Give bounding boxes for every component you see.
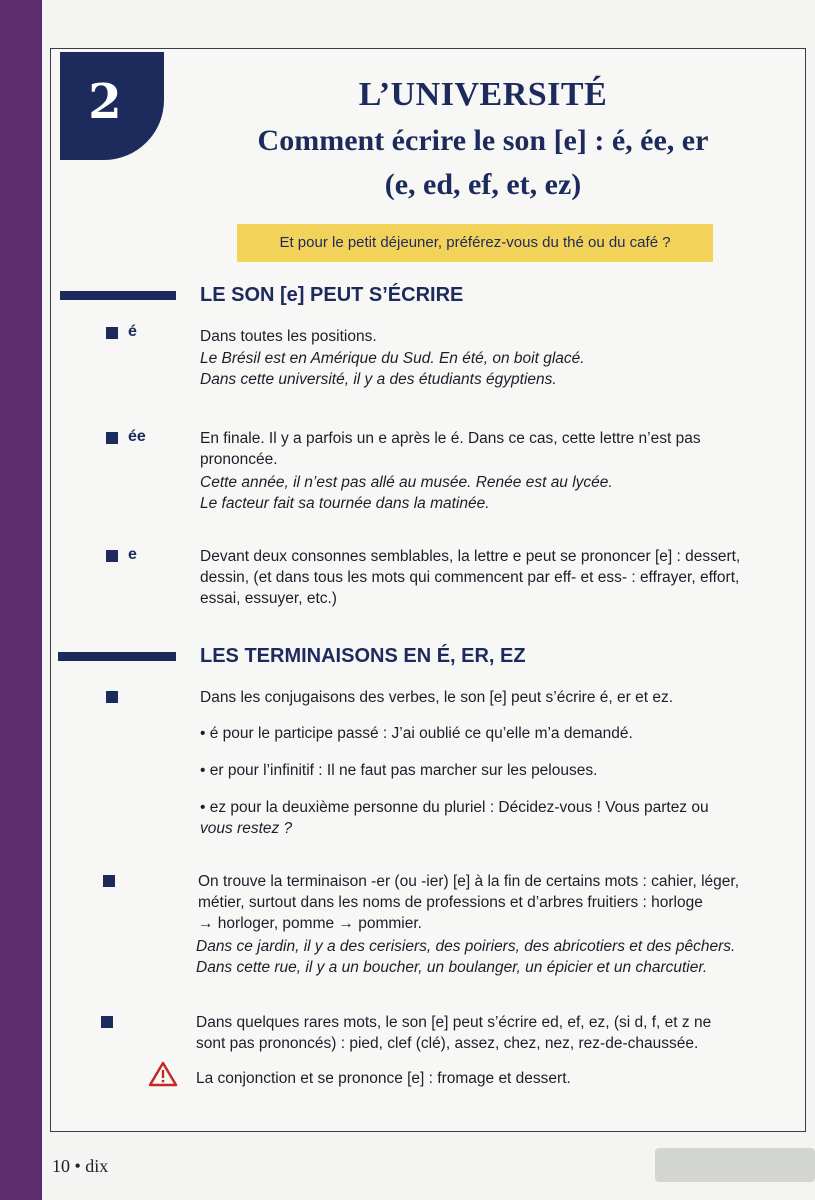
item2-example1: Cette année, il n’est pas allé au musée. Renée est au lycée. <box>200 474 613 491</box>
chapter-subtitle-line1: Comment écrire le son [e] : é, ée, er <box>257 124 709 157</box>
para2-example1: Dans ce jardin, il y a des cerisiers, des poiriers, des abricotiers et des pêchers. <box>196 938 736 955</box>
item3-text-line1: Devant deux consonnes semblables, la lettre e peut se prononcer [e] : dessert, <box>200 548 741 565</box>
bullet-pluriel-line2: vous restez ? <box>200 820 293 837</box>
bullet-infinitif: • er pour l’infinitif : Il ne faut pas marcher sur les pelouses. <box>200 762 598 779</box>
item-square-marker <box>106 550 118 562</box>
item-label-e-acute: é <box>128 323 137 340</box>
chapter-subtitle-line2: (e, ed, ef, et, ez) <box>384 168 582 201</box>
item1-example1: Le Brésil est en Amérique du Sud. En été, on boit glacé. <box>200 350 585 367</box>
item2-example2: Le facteur fait sa tournée dans la matinée. <box>200 495 490 512</box>
chapter-number: 2 <box>88 74 122 130</box>
section1-rule <box>60 291 176 300</box>
bullet-participe: • é pour le participe passé : J’ai oublié ce qu’elle m’a demandé. <box>200 725 633 742</box>
para2-line3: → horloger, pomme → pommier. <box>198 915 422 932</box>
item-label-e: e <box>128 546 137 563</box>
purple-edge-bar <box>0 0 42 1200</box>
section1-heading: LE SON [e] PEUT S’ÉCRIRE <box>200 284 464 306</box>
section2-intro: Dans les conjugaisons des verbes, le son [e] peut s’écrire é, er et ez. <box>200 689 673 706</box>
item-square-marker <box>103 875 115 887</box>
item3-text-line3: essai, essuyer, etc.) <box>200 590 337 607</box>
item-square-marker <box>106 432 118 444</box>
item-square-marker <box>106 327 118 339</box>
para3-line2: sont pas prononcés) : pied, clef (clé), assez, chez, nez, rez-de-chaussée. <box>196 1035 699 1052</box>
warning-text: La conjonction et se prononce [e] : fromage et dessert. <box>196 1070 571 1087</box>
para3-line1: Dans quelques rares mots, le son [e] peut s’écrire ed, ef, ez, (si d, f, et z ne <box>196 1014 712 1031</box>
item2-text-line1: En finale. Il y a parfois un e après le é. Dans ce cas, cette lettre n’est pas <box>200 430 701 447</box>
section2-heading: LES TERMINAISONS EN É, ER, EZ <box>200 645 526 667</box>
section2-rule <box>58 652 176 661</box>
bullet-pluriel-line1: • ez pour la deuxième personne du pluriel : Décidez-vous ! Vous partez ou <box>200 799 709 816</box>
item-square-marker <box>106 691 118 703</box>
para2-line1: On trouve la terminaison -er (ou -ier) [e] à la fin de certains mots : cahier, léger, <box>198 873 740 890</box>
item1-text: Dans toutes les positions. <box>200 328 377 345</box>
item-label-ee: ée <box>128 428 146 445</box>
page-number: 10 • dix <box>52 1156 109 1176</box>
warning-icon <box>148 1061 178 1087</box>
chapter-title: L’UNIVERSITÉ <box>358 76 608 113</box>
highlight-question: Et pour le petit déjeuner, préférez-vous du thé ou du café ? <box>237 224 713 262</box>
bleed-through-patch <box>655 1148 815 1182</box>
item2-text-line2: prononcée. <box>200 451 278 468</box>
para2-example2: Dans cette rue, il y a un boucher, un boulanger, un épicier et un charcutier. <box>196 959 708 976</box>
para2-line2: métier, surtout dans les noms de professions et d’arbres fruitiers : horloge <box>198 894 703 911</box>
item-square-marker <box>101 1016 113 1028</box>
item3-text-line2: dessin, (et dans tous les mots qui commencent par eff- et ess- : effrayer, effort, <box>200 569 740 586</box>
item1-example2: Dans cette université, il y a des étudiants égyptiens. <box>200 371 557 388</box>
